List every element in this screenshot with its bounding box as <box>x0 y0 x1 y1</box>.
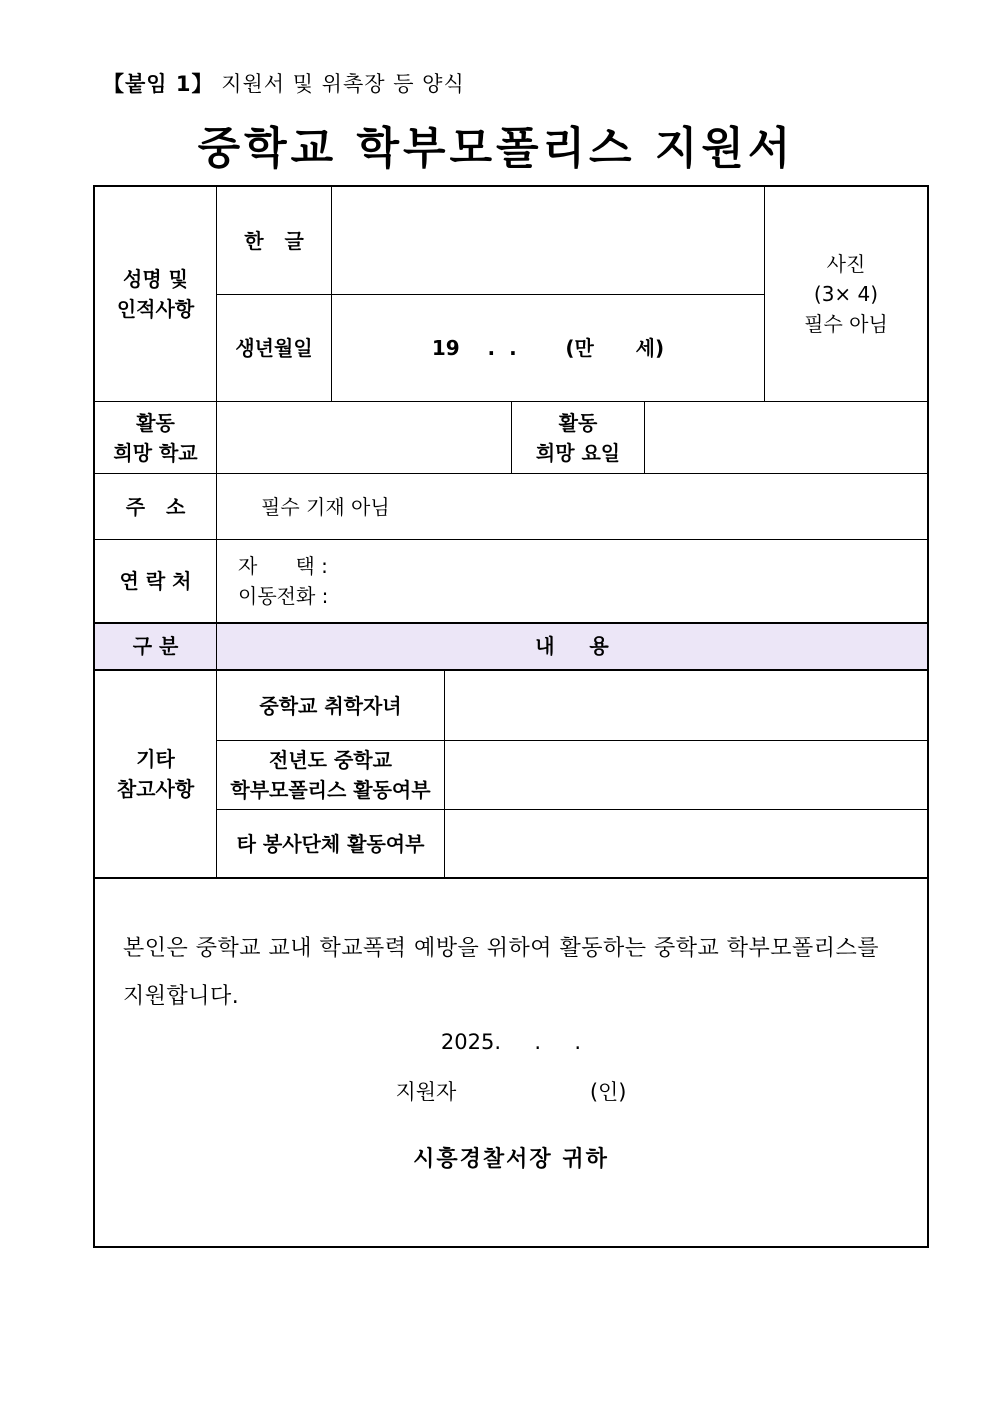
contact-label: 연 락 처 <box>119 569 192 593</box>
recipient-line: 시흥경찰서장 귀하 <box>413 1147 609 1172</box>
mobile-phone-field[interactable]: 이동전화 : <box>238 584 329 608</box>
declaration-date[interactable]: 2025. . . <box>440 1030 582 1054</box>
header-category: 구 분 <box>132 634 179 658</box>
activity-school-field[interactable] <box>217 402 511 473</box>
personal-label-line1: 성명 및 <box>123 267 188 291</box>
page-title: 중학교 학부모폴리스 지원서 <box>197 123 795 174</box>
declaration-line2: 지원합니다. <box>123 984 240 1009</box>
ref-row1-field[interactable] <box>445 671 927 740</box>
header-content: 내 용 <box>535 634 609 658</box>
ref-row2-label <box>217 741 444 809</box>
ref-row2-line2: 학부모폴리스 활동여부 <box>230 778 431 802</box>
ref-row1-label: 중학교 취학자녀 <box>259 693 402 718</box>
personal-info-label <box>95 187 216 401</box>
reference-label <box>95 671 216 877</box>
address-label: 주 소 <box>125 494 186 519</box>
activity-day-label-line1: 활동 <box>558 410 598 435</box>
ref-row3-field[interactable] <box>445 810 927 877</box>
activity-day-label-line2: 희망 요일 <box>535 440 621 465</box>
ref-row2-line1: 전년도 중학교 <box>269 748 392 772</box>
name-field[interactable] <box>332 187 764 294</box>
contact-fields <box>238 540 918 622</box>
activity-day-label <box>512 402 644 473</box>
declaration-line1: 본인은 중학교 교내 학교폭력 예방을 위하여 활동하는 중학교 학부모폴리스를 <box>123 936 880 961</box>
photo-label: 사진 <box>826 252 866 276</box>
activity-school-label-line2: 희망 학교 <box>113 440 198 465</box>
activity-school-label <box>95 402 216 473</box>
attachment-text: 지원서 및 위촉장 등 양식 <box>221 72 465 96</box>
application-form <box>93 185 929 1248</box>
home-phone-field[interactable]: 자 택 : <box>238 554 328 578</box>
personal-label-line2: 인적사항 <box>116 297 195 321</box>
activity-school-label-line1: 활동 <box>136 410 175 435</box>
attachment-heading <box>103 68 465 98</box>
activity-day-field[interactable] <box>645 402 927 473</box>
applicant-line[interactable]: 지원자 (인) <box>395 1080 627 1104</box>
declaration-text <box>123 925 913 1021</box>
reference-label-line1: 기타 <box>136 747 175 771</box>
ref-row3-label: 타 봉사단체 활동여부 <box>236 831 425 856</box>
photo-note: 필수 아님 <box>804 312 888 336</box>
photo-box[interactable] <box>765 187 927 401</box>
address-field[interactable]: 필수 기재 아님 <box>261 494 390 519</box>
attachment-label: 【붙임 1】 <box>103 72 214 96</box>
name-label: 한 글 <box>244 228 304 253</box>
reference-label-line2: 참고사항 <box>116 777 195 801</box>
birth-label: 생년월일 <box>235 336 313 360</box>
ref-row2-field[interactable] <box>445 741 927 809</box>
photo-size: (3× 4) <box>813 282 879 306</box>
birth-field[interactable]: 19 . . (만 세) <box>431 336 665 360</box>
